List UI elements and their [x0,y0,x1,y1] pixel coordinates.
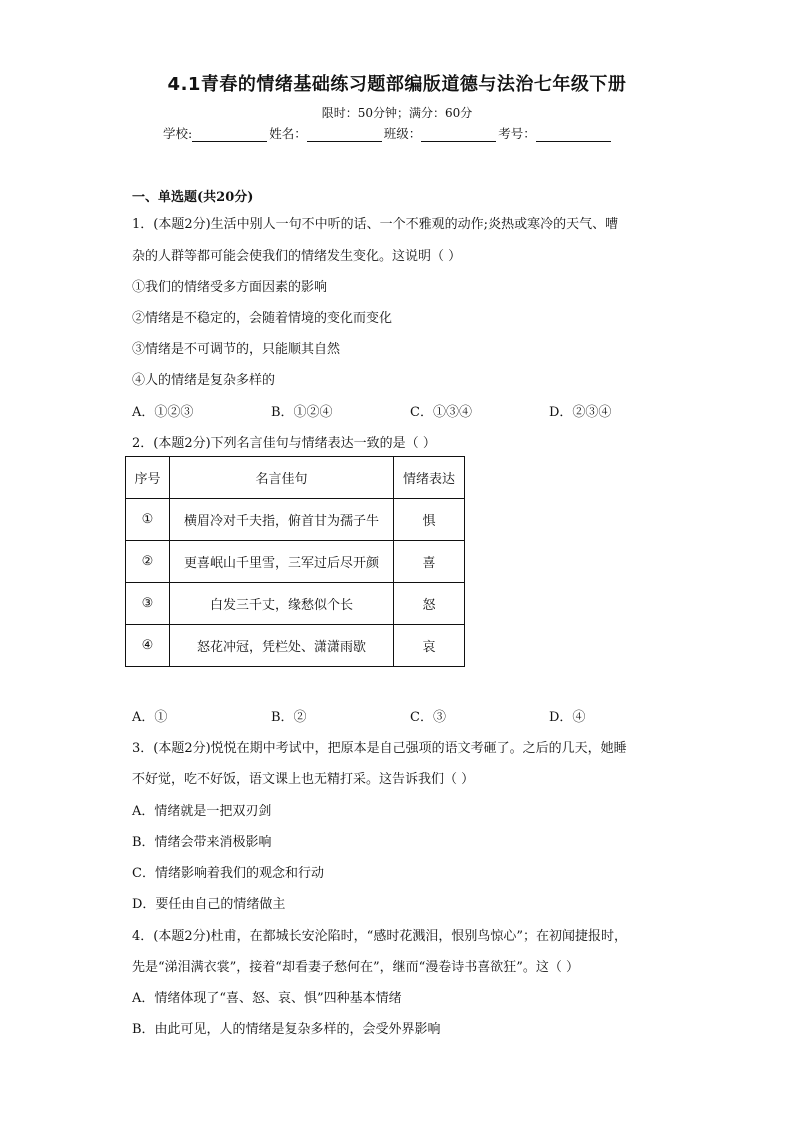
q1-item-2: ②情绪是不稳定的，会随着情境的变化而变化 [132,311,393,326]
q2-option-a[interactable]: A．① [132,710,168,725]
exam-no-blank [536,128,611,142]
q3-option-c[interactable]: C．情绪影响着我们的观念和行动 [132,866,324,881]
table-row [126,583,465,625]
table-cell-no: ② [126,541,170,583]
q2-option-d[interactable]: D．④ [549,710,586,725]
table-header-row [126,457,465,499]
student-info-line [163,124,643,142]
table-cell-emotion: 惧 [394,499,465,541]
table-cell-no: ③ [126,583,170,625]
q2-option-c[interactable]: C．③ [410,710,446,725]
exam-title: 4.1青春的情绪基础练习题部编版道德与法治七年级下册 [167,74,627,95]
q2-stem: 2．(本题2分)下列名言佳句与情绪表达一致的是（ ） [132,436,436,451]
q1-item-1: ①我们的情绪受多方面因素的影响 [132,280,328,295]
time-score-limit: 限时：50分钟；满分：60分 [321,106,473,120]
name-blank [307,128,382,142]
class-label: 班级： [383,126,422,141]
table-cell-quote: 怒花冲冠，凭栏处、潇潇雨歇 [170,625,394,667]
q2-quote-table [125,456,465,667]
class-blank [421,128,496,142]
q1-option-c[interactable]: C．①③④ [410,405,472,420]
q3-stem-line2: 不好觉，吃不好饭，语文课上也无精打采。这告诉我们（ ） [132,772,475,787]
name-label: 姓名： [269,126,307,141]
exam-no-label: 考号： [498,126,536,141]
school-label: 学校: [163,126,193,141]
table-cell-emotion: 哀 [394,625,465,667]
q3-option-d[interactable]: D．要任由自己的情绪做主 [132,897,286,912]
table-cell-emotion: 怒 [394,583,465,625]
table-cell-no: ① [126,499,170,541]
q2-option-b[interactable]: B．② [271,710,307,725]
q1-item-4: ④人的情绪是复杂多样的 [132,373,276,388]
table-cell-quote: 白发三千丈，缘愁似个长 [170,583,394,625]
q1-item-3: ③情绪是不可调节的，只能顺其自然 [132,342,341,357]
table-row [126,541,465,583]
table-row [126,499,465,541]
table-header-quote: 名言佳句 [170,457,394,499]
q3-option-b[interactable]: B．情绪会带来消极影响 [132,835,272,850]
q3-option-a[interactable]: A．情绪就是一把双刃剑 [132,804,272,819]
q4-option-b[interactable]: B．由此可见，人的情绪是复杂多样的，会受外界影响 [132,1022,441,1037]
q4-option-a[interactable]: A．情绪体现了“喜、怒、哀、惧”四种基本情绪 [132,991,402,1006]
q1-option-d[interactable]: D．②③④ [549,405,612,420]
q3-stem-line1: 3．(本题2分)悦悦在期中考试中，把原本是自己强项的语文考砸了。之后的几天，她睡 [132,741,627,756]
q4-stem-line2: 先是“涕泪满衣裳”，接着“却看妻子愁何在”，继而“漫卷诗书喜欲狂”。这（ ） [132,960,580,975]
table-header-no: 序号 [126,457,170,499]
table-cell-no: ④ [126,625,170,667]
section-title: 一、单选题(共20分) [132,190,254,205]
q4-stem-line1: 4．(本题2分)杜甫，在都城长安沦陷时，“感时花溅泪，恨别鸟惊心”；在初闻捷报时， [132,929,627,944]
table-header-emotion: 情绪表达 [394,457,465,499]
table-cell-quote: 横眉冷对千夫指，俯首甘为孺子牛 [170,499,394,541]
table-row [126,625,465,667]
q1-option-a[interactable]: A．①②③ [132,405,194,420]
school-blank [192,128,267,142]
q1-option-b[interactable]: B．①②④ [271,405,333,420]
q1-stem-line2: 杂的人群等都可能会使我们的情绪发生变化。这说明（ ） [132,249,462,264]
table-cell-emotion: 喜 [394,541,465,583]
table-cell-quote: 更喜岷山千里雪，三军过后尽开颜 [170,541,394,583]
q1-stem-line1: 1．(本题2分)生活中别人一句不中听的话、一个不雅观的动作;炎热或寒冷的天气、嘈 [132,217,619,232]
